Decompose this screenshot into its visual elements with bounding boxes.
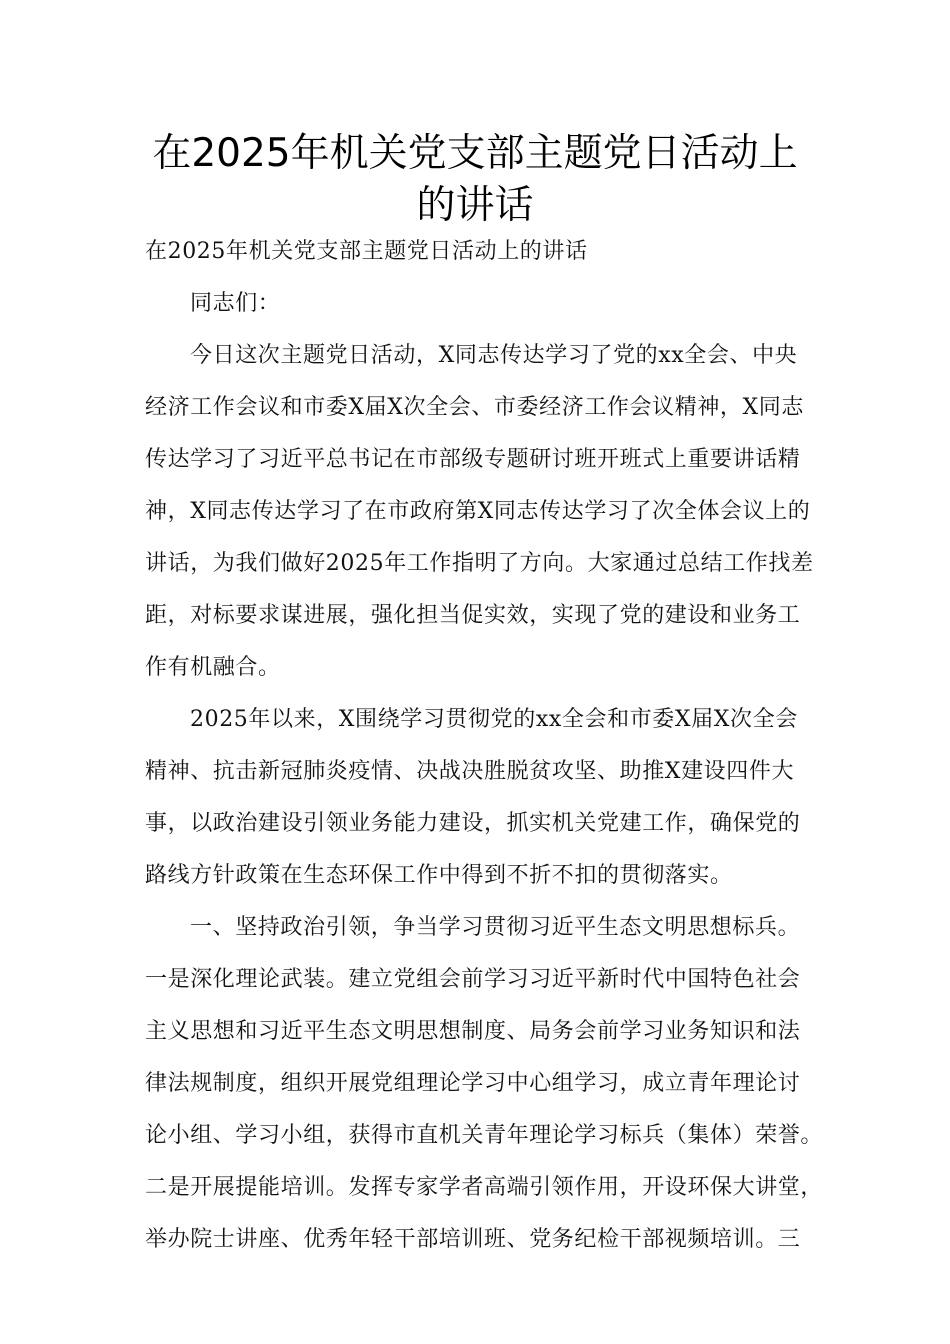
document-title: [120, 128, 830, 232]
body-line: 传达学习了习近平总书记在市部级专题研讨班开班式上重要讲话精: [145, 447, 801, 472]
body-line: 一是深化理论武装。建立党组会前学习习近平新时代中国特色社会: [145, 967, 801, 992]
section-heading: 一、坚持政治引领，争当学习贯彻习近平生态文明思想标兵。: [190, 915, 801, 940]
body-line: 讲话，为我们做好2025年工作指明了方向。大家通过总结工作找差: [145, 551, 814, 576]
salutation: 同志们：: [190, 291, 281, 316]
body-line: 事，以政治建设引领业务能力建设，抓实机关党建工作，确保党的: [145, 811, 801, 836]
body-line: 经济工作会议和市委X届X次全会、市委经济工作会议精神，X同志: [145, 395, 804, 420]
body-line: 律法规制度，组织开展党组理论学习中心组学习，成立青年理论讨: [145, 1071, 801, 1096]
body-line: 举办院士讲座、优秀年轻干部培训班、党务纪检干部视频培训。三: [145, 1227, 801, 1252]
body-line: 2025年以来，X围绕学习贯彻党的xx全会和市委X届X次全会: [190, 707, 798, 732]
subtitle-line: 在2025年机关党支部主题党日活动上的讲话: [145, 239, 588, 264]
title-line-1: 在2025年机关党支部主题党日活动上: [152, 131, 798, 176]
body-line: 今日这次主题党日活动，X同志传达学习了党的xx全会、中央: [190, 343, 798, 368]
body-line: 作有机融合。: [145, 655, 281, 680]
body-line: 主义思想和习近平生态文明思想制度、局务会前学习业务知识和法: [145, 1019, 801, 1044]
body-line: 路线方针政策在生态环保工作中得到不折不扣的贯彻落实。: [145, 863, 733, 888]
body-line: 神，X同志传达学习了在市政府第X同志传达学习了次全体会议上的: [145, 499, 811, 524]
body-line: 精神、抗击新冠肺炎疫情、决战决胜脱贫攻坚、助推X建设四件大: [145, 759, 795, 784]
body-line: 距，对标要求谋进展，强化担当促实效，实现了党的建设和业务工: [145, 603, 801, 628]
document-body: [145, 234, 825, 1274]
title-line-2: 的讲话: [416, 183, 534, 228]
body-line: 论小组、学习小组，获得市直机关青年理论学习标兵（集体）荣誉。: [145, 1123, 824, 1148]
body-line: 二是开展提能培训。发挥专家学者高端引领作用，开设环保大讲堂，: [145, 1175, 824, 1200]
